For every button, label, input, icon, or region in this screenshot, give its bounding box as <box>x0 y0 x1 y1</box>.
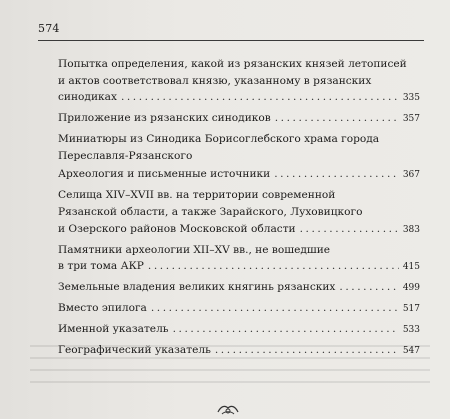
toc-entry-text: Миниатюры из Синодика Борисоглебского храма города <box>58 133 380 146</box>
toc-entry <box>58 110 420 128</box>
toc-entry-text: и актов соответствовал князю, указанному в рязанских <box>58 74 372 87</box>
toc-entry <box>58 300 420 318</box>
toc-entry-text: Вместо эпилога <box>58 302 147 315</box>
toc-entry-line <box>58 166 420 184</box>
toc-entry-line <box>58 221 420 239</box>
toc-page-number: 499 <box>402 283 420 294</box>
toc-page-number: 367 <box>402 170 420 181</box>
header-rule <box>38 40 424 41</box>
toc-entry-text: Именной указатель <box>58 323 169 336</box>
toc-entry-line <box>58 89 420 107</box>
toc-entry-text: Земельные владения великих княгинь рязанских <box>58 281 336 294</box>
toc-entry <box>58 187 420 238</box>
table-of-contents <box>58 56 420 363</box>
dot-leader <box>274 166 399 183</box>
toc-entry <box>58 166 420 184</box>
toc-entry-line <box>58 279 420 297</box>
toc-entry-text: Рязанской области, а также Зарайского, Луховицкого <box>58 205 363 218</box>
toc-page-number: 547 <box>402 346 420 357</box>
toc-entry-text: Памятники археологии XII–XV вв., не вошедшие <box>58 243 331 256</box>
dot-leader <box>339 279 398 296</box>
toc-entry-text: и Озерского районов Московской области <box>58 222 296 235</box>
toc-page-number: 533 <box>402 325 420 336</box>
dot-leader <box>121 89 399 106</box>
toc-entry <box>58 321 420 339</box>
toc-entry <box>58 342 420 360</box>
toc-entry-line <box>58 342 420 360</box>
toc-entry-text: Селища XIV–XVII вв. на территории современной <box>58 189 336 202</box>
toc-entry <box>58 56 420 107</box>
dot-leader <box>148 258 399 275</box>
toc-page-number: 517 <box>402 304 420 315</box>
toc-entry-text: Приложение из рязанских синодиков <box>58 112 271 125</box>
dot-leader <box>300 221 399 238</box>
toc-entry-text: в три тома АКР <box>58 260 144 273</box>
toc-entry-text: Попытка определения, какой из рязанских князей летописей <box>58 58 407 70</box>
toc-entry-text: Переславля-Рязанского <box>58 149 193 162</box>
toc-page-number: 357 <box>402 114 420 125</box>
toc-page-number: 415 <box>402 262 420 273</box>
toc-entry-text: Географический указатель <box>58 344 211 357</box>
toc-entry <box>58 242 420 276</box>
toc-entry-line <box>58 321 420 339</box>
toc-page-number: 335 <box>402 93 420 104</box>
toc-entry-line <box>58 110 420 128</box>
dot-leader <box>151 300 399 317</box>
ornament-icon <box>216 402 240 416</box>
toc-entry <box>58 279 420 297</box>
toc-page-number: 383 <box>402 224 420 235</box>
dot-leader <box>275 110 399 127</box>
toc-entry-line <box>58 258 420 276</box>
toc-entry-line <box>58 300 420 318</box>
toc-entry-text: синодиках <box>58 91 117 104</box>
toc-entry <box>58 131 420 164</box>
page-number: 574 <box>38 22 60 35</box>
toc-entry-text: Археология и письменные источники <box>58 168 271 181</box>
dot-leader <box>215 342 399 359</box>
dot-leader <box>173 321 399 338</box>
